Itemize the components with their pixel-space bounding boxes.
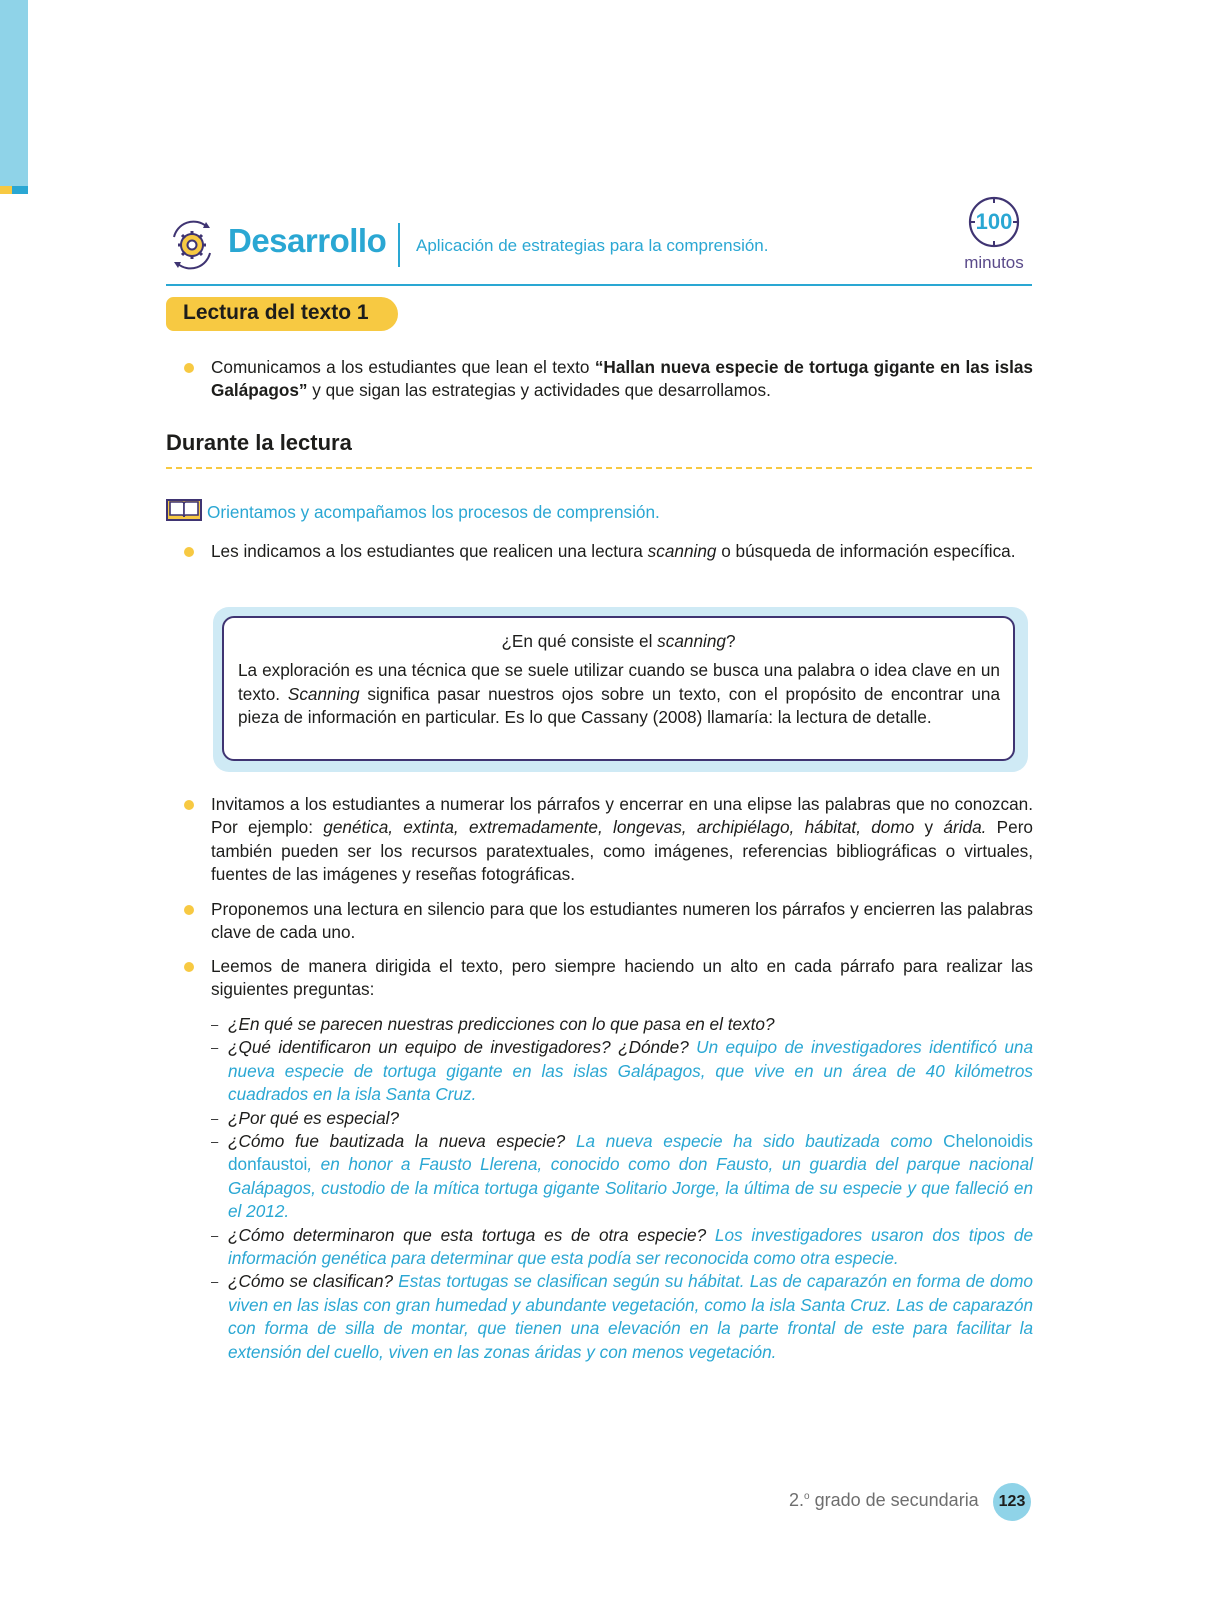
- bullet-dot: [184, 800, 194, 810]
- scanning-paragraph: [211, 540, 1033, 563]
- text-title: “Hallan nueva especie de tortuga gigante en las islas Galápagos”: [211, 357, 1033, 401]
- answer-text: Los investigadores usaron dos tipos de información genética para determinar que esta podía ser reconocida como otra especie.: [228, 1224, 1033, 1269]
- callout-body-text: La exploración es una técnica que se suele utilizar cuando se busca una palabra o idea clave en un texto.: [238, 660, 1000, 704]
- callout-title: [222, 631, 1015, 652]
- timer-value: 100: [975, 209, 1013, 234]
- book-icon: [166, 499, 202, 521]
- question-text: ¿Cómo se clasifican?: [228, 1271, 394, 1292]
- numerar-text-end: Pero también pueden ser los recursos paratextuales, como imágenes, referencias bibliográficas o virtuales, fuentes de las imágenes y reseñas fotográficas.: [211, 817, 1033, 885]
- question-item: – ¿En qué se parecen nuestras predicciones con lo que pasa en el texto?: [211, 1014, 775, 1034]
- bullet-dot: [184, 363, 194, 373]
- header-rule: [166, 284, 1032, 286]
- callout-body: [238, 659, 1000, 730]
- question-item: – ¿Cómo fue bautizada la nueva especie? La nueva especie ha sido bautizada como Chelonoidis donfaustoi, en honor a Fausto Llerena, conocido como don Fausto, un guardia del parque nacional Galápagos, custodio de la mítica tortuga gigante Solitario Jorge, la última de su especie y que falleció en el 2012.: [211, 1131, 1033, 1222]
- dashed-rule: [166, 467, 1032, 469]
- question-text: ¿Por qué es especial?: [228, 1107, 400, 1128]
- guidance-text: Orientamos y acompañamos los procesos de comprensión.: [207, 502, 660, 522]
- question-text: ¿En qué se parecen nuestras predicciones con lo que pasa en el texto?: [228, 1014, 775, 1034]
- during-heading: Durante la lectura: [166, 430, 352, 455]
- page-number: 123: [993, 1483, 1031, 1521]
- numerar-example-words: genética, extinta, extremadamente, longevas, archipiélago, hábitat, domo: [323, 817, 915, 838]
- scanning-term: scanning: [647, 541, 717, 561]
- numerar-text-middle: y: [914, 817, 944, 838]
- answer-text-end: , en honor a Fausto Llerena, conocido como don Fausto, un guardia del parque nacional Galápagos, custodio de la mítica tortuga gigante Solitario Jorge, la última de su especie y que falleció en el 2012.: [228, 1154, 1033, 1222]
- numerar-example-last: árida.: [943, 817, 987, 838]
- side-stripe: [0, 0, 28, 186]
- callout-body-term: Scanning: [287, 683, 360, 704]
- numerar-paragraph: [211, 793, 1033, 887]
- question-text: ¿Cómo fue bautizada la nueva especie?: [228, 1131, 566, 1152]
- answer-text: Un equipo de investigadores identificó una nueva especie de tortuga gigante en las islas Galápagos, que vive en un área de 40 kilómetros cuadrados en la isla Santa Cruz.: [228, 1037, 1034, 1105]
- silencio-paragraph: Proponemos una lectura en silencio para que los estudiantes numeren los párrafos y encierren las palabras clave de cada uno.: [211, 899, 1033, 943]
- dirigida-paragraph: Leemos de manera dirigida el texto, pero siempre haciendo un alto en cada párrafo para realizar las siguientes preguntas:: [211, 956, 1033, 1000]
- question-item: – ¿Por qué es especial?: [211, 1107, 400, 1128]
- question-list: [211, 1013, 1033, 1364]
- bullet-dot: [184, 962, 194, 972]
- grade-text: grado de secundaria: [809, 1490, 979, 1510]
- callout-title-term: scanning: [657, 631, 726, 651]
- answer-text: La nueva especie ha sido bautizada como: [575, 1131, 944, 1152]
- species-name: Chelonoidis donfaustoi: [228, 1131, 1033, 1175]
- question-item: – ¿Cómo determinaron que esta tortuga es de otra especie? Los investigadores usaron dos tipos de información genética para determinar que esta podía ser reconocida como otra especie.: [211, 1224, 1033, 1269]
- question-text: ¿Cómo determinaron que esta tortuga es de otra especie?: [228, 1224, 707, 1245]
- callout-body-text-end: significa pasar nuestros ojos sobre un texto, con el propósito de encontrar una pieza de información en particular. Es lo que Cassany (2008) llamaría: la lectura de detalle.: [238, 683, 1001, 728]
- gear-icon: [166, 219, 218, 271]
- side-stripe-foot: [0, 186, 28, 194]
- intro-paragraph: [211, 356, 1033, 403]
- question-item: – ¿Qué identificaron un equipo de investigadores? ¿Dónde? Un equipo de investigadores identificó una nueva especie de tortuga gigante en las islas Galápagos, que vive en un área de 40 kilómetros cuadrados en la isla Santa Cruz.: [211, 1037, 1034, 1105]
- title-divider: [398, 223, 400, 267]
- grade-ordinal: o: [804, 1491, 810, 1502]
- question-text: ¿Qué identificaron un equipo de investigadores? ¿Dónde?: [228, 1037, 689, 1058]
- section-subtitle: Aplicación de estrategias para la comprensión.: [416, 236, 769, 255]
- grade-label: [789, 1490, 979, 1511]
- callout-title-text: ¿En qué consiste el: [501, 631, 658, 651]
- grade-number: 2.: [789, 1490, 805, 1510]
- section-title: Desarrollo: [228, 222, 387, 259]
- answer-text: Estas tortugas se clasifican según su hábitat. Las de caparazón en forma de domo viven en las islas con gran humedad y abundante vegetación, como la isla Santa Cruz. Las de caparazón con forma de silla de montar, que tienen una elevación en la parte frontal de este para facilitar la extensión del cuello, viven en las zonas áridas y con menos vegetación.: [228, 1271, 1033, 1362]
- intro-text: Comunicamos a los estudiantes que lean el texto: [211, 357, 595, 377]
- bullet-dot: [184, 547, 194, 557]
- reading-label: Lectura del texto 1: [183, 301, 369, 324]
- bullet-dot: [184, 905, 194, 915]
- question-item: – ¿Cómo se clasifican? Estas tortugas se clasifican según su hábitat. Las de caparazón en forma de domo viven en las islas con gran humedad y abundante vegetación, como la isla Santa Cruz. Las de caparazón con forma de silla de montar, que tienen una elevación en la parte frontal de este para facilitar la extensión del cuello, viven en las zonas áridas y con menos vegetación.: [211, 1271, 1033, 1362]
- scanning-text: Les indicamos a los estudiantes que realicen una lectura: [211, 541, 648, 561]
- timer-unit: minutos: [964, 253, 1024, 272]
- scanning-text-end: o búsqueda de información específica.: [716, 541, 1016, 561]
- callout-title-end: ?: [725, 631, 736, 651]
- intro-text-end: y que sigan las estrategias y actividades que desarrollamos.: [307, 380, 771, 401]
- numerar-text: Invitamos a los estudiantes a numerar los párrafos y encerrar en una elipse las palabras que no conozcan. Por ejemplo:: [211, 794, 1033, 838]
